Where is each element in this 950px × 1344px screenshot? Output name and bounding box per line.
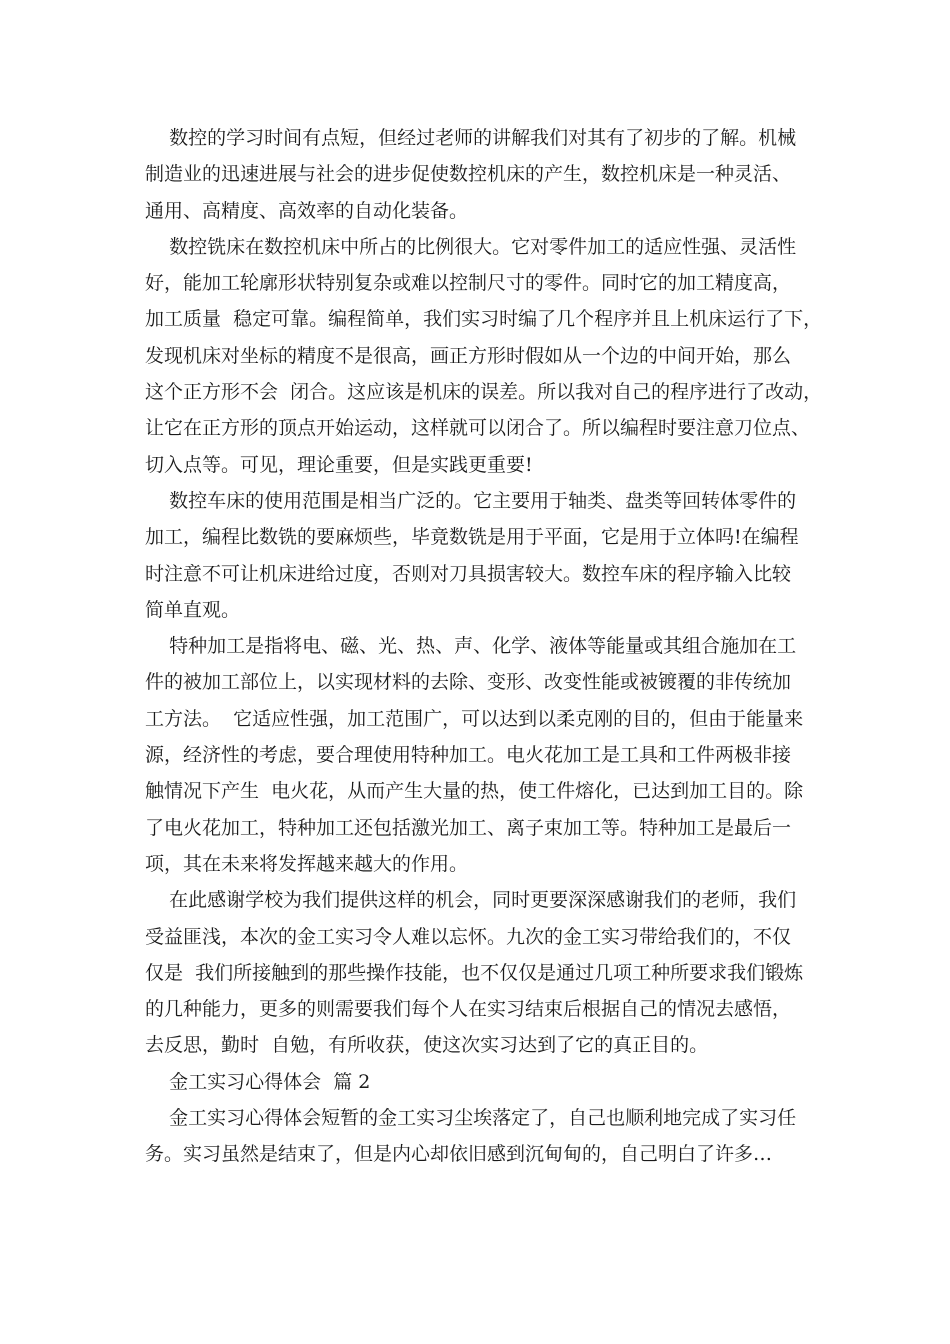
text-line: 源，经济性的考虑，要合理使用特种加工。电火花加工是工具和工件两极非接 [145,744,792,767]
text-line: 数控铣床在数控机床中所占的比例很大。它对零件加工的适应性强、灵活性 [145,235,797,258]
text-line: 简单直观。 [145,598,241,621]
text-line: 去反思，勤时 自勉，有所收获，使这次实习达到了它的真正目的。 [145,1034,709,1057]
text-line: 时注意不可让机床进给过度，否则对刀具损害较大。数控车床的程序输入比较 [145,562,792,585]
text-line: 发现机床对坐标的精度不是很高，画正方形时假如从一个边的中间开始，那么 [145,344,792,367]
paragraph-part2-intro [145,1100,825,1173]
paragraph-cnc-lathe [145,483,825,628]
text-line: 数控的学习时间有点短，但经过老师的讲解我们对其有了初步的了解。机械 [145,127,797,149]
text-line: 这个正方形不会 闭合。这应该是机床的误差。所以我对自己的程序进行了改动， [145,381,823,404]
paragraph-cnc-milling [145,229,825,483]
text-line: 金工实习心得体会 篇 2 [145,1070,371,1093]
text-line: 的几种能力，更多的则需要我们每个人在实习结束后根据自己的情况去感悟， [145,998,792,1021]
text-line: 项，其在未来将发挥越来越大的作用。 [145,852,469,875]
text-line: 仅是 我们所接触到的那些操作技能，也不仅仅是通过几项工种所要求我们锻炼 [145,961,804,984]
text-line: 制造业的迅速进展与社会的进步促使数控机床的产生，数控机床是一种灵活、 [145,163,792,186]
paragraph-special-machining [145,628,825,882]
text-line: 特种加工是指将电、磁、光、热、声、化学、液体等能量或其组合施加在工 [145,635,797,658]
text-line: 加工质量 稳定可靠。编程简单，我们实习时编了几个程序并且上机床运行了下， [145,308,823,331]
document-body [145,120,825,1173]
text-line: 通用、高精度、高效率的自动化装备。 [145,199,469,222]
text-line: 加工，编程比数铣的要麻烦些，毕竟数铣是用于平面，它是用于立体吗!在编程 [145,526,799,549]
text-line: 工方法。 它适应性强，加工范围广，可以达到以柔克刚的目的，但由于能量来 [145,707,804,730]
text-line: 数控车床的使用范围是相当广泛的。它主要用于轴类、盘类等回转体零件的 [145,489,797,512]
text-line: 金工实习心得体会短暂的金工实习尘埃落定了，自己也顺利地完成了实习任 [145,1107,797,1130]
paragraph-cnc-intro [145,120,825,229]
text-line: 务。实习虽然是结束了，但是内心却依旧感到沉甸甸的，自己明白了许多… [145,1143,773,1166]
text-line: 好，能加工轮廓形状特别复杂或难以控制尺寸的零件。同时它的加工精度高， [145,272,792,295]
text-line: 受益匪浅，本次的金工实习令人难以忘怀。九次的金工实习带给我们的，不仅 [145,925,792,948]
text-line: 切入点等。可见，理论重要，但是实践更重要! [145,453,533,476]
paragraph-thanks [145,882,825,1063]
text-line: 让它在正方形的顶点开始运动，这样就可以闭合了。所以编程时要注意刀位点、 [145,417,811,440]
text-line: 触情况下产生 电火花，从而产生大量的热，使工件熔化，已达到加工目的。除 [145,780,804,803]
text-line: 在此感谢学校为我们提供这样的机会，同时更要深深感谢我们的老师，我们 [145,889,797,912]
text-line: 了电火花加工，特种加工还包括激光加工、离子束加工等。特种加工是最后一 [145,816,792,839]
section-heading [145,1064,825,1100]
text-line: 件的被加工部位上，以实现材料的去除、变形、改变性能或被镀覆的非传统加 [145,671,792,694]
